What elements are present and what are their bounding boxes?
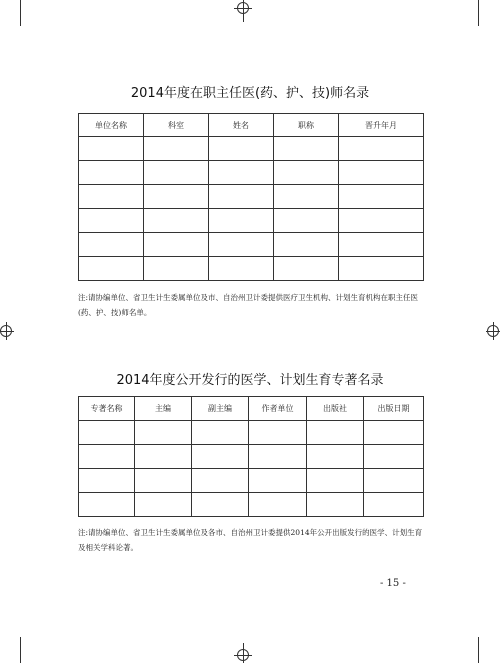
registration-mark-left [0, 325, 12, 337]
registration-mark-right [487, 325, 499, 337]
table2-title: 2014年度公开发行的医学、计划生育专著名录 [116, 373, 384, 388]
table2-header-cell: 出版日期 [364, 397, 424, 421]
table-cell [135, 469, 192, 493]
table-cell [192, 421, 249, 445]
table-row [79, 493, 424, 517]
table-cell [274, 161, 339, 185]
table-cell [79, 161, 144, 185]
table-cell [274, 233, 339, 257]
table-cell [79, 209, 144, 233]
table-cell [274, 209, 339, 233]
table2-header-row [79, 397, 424, 421]
page-number: - 15 - [380, 578, 406, 589]
table-cell [364, 421, 424, 445]
table-cell [144, 185, 209, 209]
table-cell [307, 493, 364, 517]
table-cell [144, 209, 209, 233]
table1-header-row [79, 114, 424, 137]
table2-header-cell: 出版社 [307, 397, 364, 421]
table1-header-cell: 职称 [274, 114, 339, 137]
table2-header-cell: 作者单位 [249, 397, 307, 421]
table-row [79, 209, 424, 233]
table-cell [79, 421, 135, 445]
table-row [79, 257, 424, 281]
table-cell [339, 257, 424, 281]
table-cell [192, 469, 249, 493]
table-cell [339, 209, 424, 233]
registration-mark-bottom [237, 649, 249, 661]
table1-note: 注:请协编单位、省卫生计生委属单位及市、自治州卫计委提供医疗卫生机构、计划生育机构在职主任医(药、护、技)师名单。 [78, 293, 419, 317]
table-cell [135, 421, 192, 445]
table1-title: 2014年度在职主任医(药、护、技)师名录 [130, 86, 370, 101]
crop-mark-top-left [20, 0, 21, 26]
crop-mark-bottom-right [478, 637, 479, 663]
table-cell [209, 257, 274, 281]
table-cell [307, 445, 364, 469]
table-cell [249, 493, 307, 517]
table-cell [364, 469, 424, 493]
table-cell [144, 161, 209, 185]
table-cell [209, 209, 274, 233]
table-cell [209, 137, 274, 161]
table-cell [192, 445, 249, 469]
table-cell [249, 445, 307, 469]
registration-mark-top [237, 2, 249, 14]
table-cell [144, 233, 209, 257]
table-cell [249, 421, 307, 445]
table-cell [249, 469, 307, 493]
table-cell [307, 469, 364, 493]
table-cell [364, 445, 424, 469]
crop-mark-top-right [478, 0, 479, 26]
table-cell [144, 137, 209, 161]
table-cell [339, 161, 424, 185]
table-row [79, 185, 424, 209]
table-cell [209, 161, 274, 185]
table-cell [135, 445, 192, 469]
table1-header-cell: 晋升年月 [339, 114, 424, 137]
table-cell [339, 185, 424, 209]
table-row [79, 161, 424, 185]
table-cell [307, 421, 364, 445]
table1-header-cell: 科室 [144, 114, 209, 137]
table-cell [79, 257, 144, 281]
table-cell [364, 493, 424, 517]
table-row [79, 233, 424, 257]
table-cell [339, 137, 424, 161]
table2 [78, 396, 424, 517]
table-row [79, 445, 424, 469]
table-cell [144, 257, 209, 281]
crop-mark-bottom-left [20, 637, 21, 663]
table-cell [135, 493, 192, 517]
table-cell [79, 185, 144, 209]
table-cell [339, 233, 424, 257]
table1-header-cell: 单位名称 [79, 114, 144, 137]
table1-header-cell: 姓名 [209, 114, 274, 137]
table-cell [79, 137, 144, 161]
table1 [78, 113, 424, 281]
table-row [79, 137, 424, 161]
table-cell [209, 233, 274, 257]
table-cell [274, 137, 339, 161]
table-cell [209, 185, 274, 209]
table-row [79, 469, 424, 493]
table2-header-cell: 副主编 [192, 397, 249, 421]
table2-header-cell: 主编 [135, 397, 192, 421]
table-row [79, 421, 424, 445]
table2-header-cell: 专著名称 [79, 397, 135, 421]
table-cell [274, 257, 339, 281]
table-cell [79, 469, 135, 493]
table-cell [79, 233, 144, 257]
table-cell [79, 493, 135, 517]
table2-note: 注:请协编单位、省卫生计生委属单位及各市、自治州卫计委提供2014年公开出版发行的医学、计划生育及相关学科论著。 [78, 528, 423, 552]
table-cell [79, 445, 135, 469]
table-cell [274, 185, 339, 209]
table-cell [192, 493, 249, 517]
